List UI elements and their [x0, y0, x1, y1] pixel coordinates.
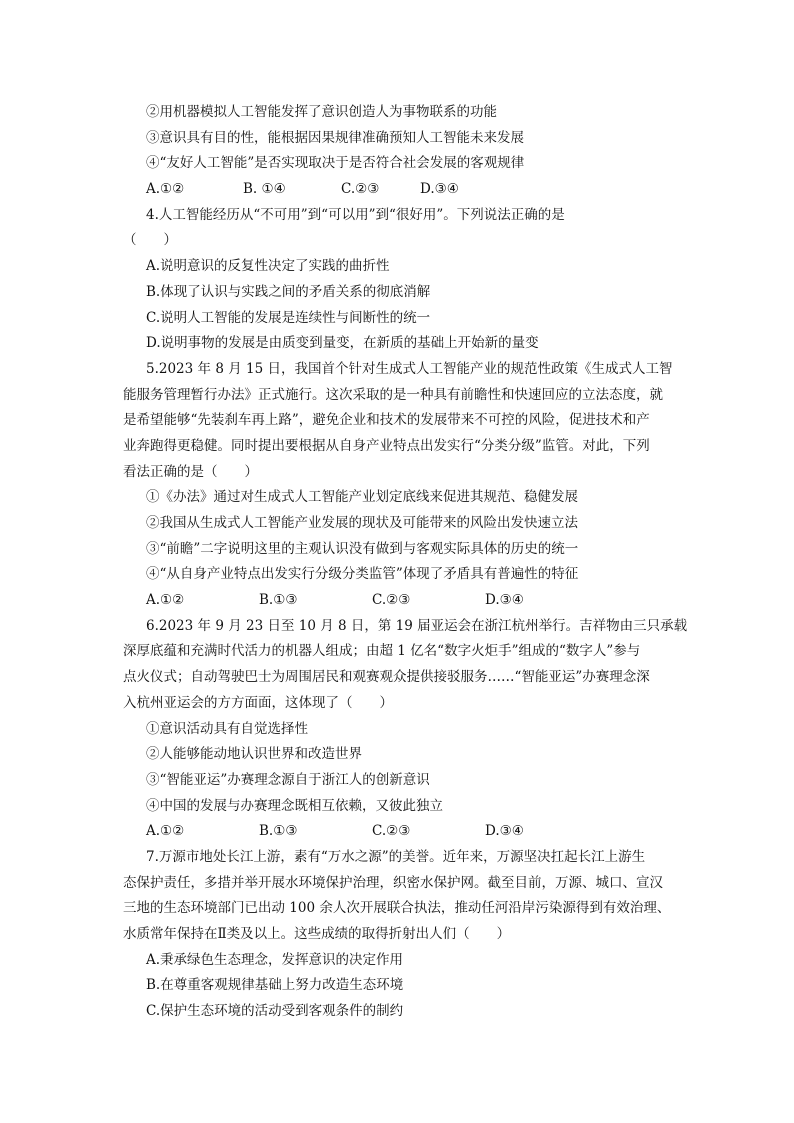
q3-option-c: C.②③	[341, 181, 380, 198]
q7-option-c: C.保护生态环境的活动受到客观条件的制约	[146, 1003, 404, 1020]
q6-item-4: ④中国的发展与办赛理念既相互依赖，又彼此独立	[146, 797, 443, 814]
question-4	[123, 203, 683, 357]
question-3	[123, 100, 683, 203]
question-6	[123, 614, 688, 845]
q4-option-a: A.说明意识的反复性决定了实践的曲折性	[146, 258, 390, 275]
q3-item-3: ③意识具有目的性，能根据因果规律准确预知人工智能未来发展	[146, 129, 524, 146]
q6-options	[123, 819, 683, 845]
page-content	[123, 100, 688, 1025]
q3-option-a: A.①②	[146, 181, 185, 198]
q3-item-2: ②用机器模拟人工智能发挥了意识创造人为事物联系的功能	[146, 104, 497, 120]
q7-option-a: A.秉承绿色生态理念，发挥意识的决定作用	[146, 951, 404, 968]
q5-item-4: ④“从自身产业特点出发实行分级分类监管”体现了矛盾具有普遍性的特征	[146, 566, 579, 583]
q7-stem-line-1: 7.万源市地处长江上游，素有“万水之源”的美誉。近年来，万源坚决扛起长江上游生	[146, 848, 646, 865]
q3-options	[123, 177, 683, 203]
q6-item-2: ②人能够能动地认识世界和改造世界	[146, 746, 362, 763]
q5-stem-line-1: 5.2023 年 8 月 15 日，我国首个针对生成式人工智能产业的规范性政策《生成式人工智	[146, 360, 673, 377]
q6-item-1: ①意识活动具有自觉选择性	[146, 720, 308, 737]
q3-item-4: ④“友好人工智能”是否实现取决于是否符合社会发展的客观规律	[146, 155, 525, 172]
q5-option-a: A.①②	[146, 592, 185, 609]
q4-option-c: C.说明人工智能的发展是连续性与间断性的统一	[146, 309, 431, 326]
q5-item-3: ③“前瞻”二字说明这里的主观认识没有做到与客观实际具体的历史的统一	[146, 540, 579, 557]
q5-stem-line-4: 业奔跑得更稳健。同时提出要根据从自身产业特点出发实行“分类分级”监管。对此，下列	[123, 437, 650, 454]
q4-stem-line-2: （ ）	[123, 232, 177, 249]
q6-option-d: D.③④	[485, 823, 524, 840]
q7-option-b: B.在尊重客观规律基础上努力改造生态环境	[146, 977, 404, 994]
q5-item-1: ①《办法》通过对生成式人工智能产业划定底线来促进其规范、稳健发展	[146, 489, 578, 506]
q6-option-a: A.①②	[146, 823, 185, 840]
q6-option-b: B.①③	[259, 823, 298, 840]
q7-stem-line-3: 三地的生态环境部门已出动 100 余人次开展联合执法，推动任河沿岸污染源得到有效治理、	[123, 900, 671, 917]
q5-option-b: B.①③	[259, 592, 298, 609]
q5-item-2: ②我国从生成式人工智能产业发展的现状及可能带来的风险出发快速立法	[146, 515, 578, 531]
question-5	[123, 357, 683, 614]
q4-option-d: D.说明事物的发展是由质变到量变，在新质的基础上开始新的量变	[146, 335, 539, 352]
q5-stem-line-2: 能服务管理暂行办法》正式施行。这次采取的是一种具有前瞻性和快速回应的立法态度，就	[123, 386, 663, 403]
q3-option-b: B. ①④	[243, 181, 286, 198]
q6-stem-line-3: 点火仪式；自动驾驶巴士为周围居民和观赛观众提供接驳服务……“智能亚运”办赛理念深	[123, 669, 650, 686]
q5-option-c: C.②③	[372, 592, 411, 609]
q7-stem-line-4: 水质常年保持在Ⅱ类及以上。这些成绩的取得折射出人们（ ）	[123, 926, 511, 942]
q3-option-d: D.③④	[420, 181, 459, 198]
q6-stem-line-1: 6.2023 年 9 月 23 日至 10 月 8 日，第 19 届亚运会在浙江杭州举行。吉祥物由三只承载	[146, 617, 688, 634]
question-7	[123, 845, 683, 1025]
q4-option-b: B.体现了认识与实践之间的矛盾关系的彻底消解	[146, 283, 431, 300]
q4-stem-line-1: 4.人工智能经历从“不可用”到“可以用”到“很好用”。下列说法正确的是	[146, 206, 565, 223]
q6-stem-line-2: 深厚底蕴和充满时代活力的机器人组成；由超 1 亿名“数字火炬手”组成的“数字人”参与	[123, 643, 641, 660]
q6-stem-line-4: 入杭州亚运会的方方面面，这体现了（ ）	[123, 694, 393, 711]
q5-stem-line-3: 是希望能够“先装刹车再上路”，避免企业和技术的发展带来不可控的风险，促进技术和产	[123, 412, 650, 429]
q5-stem-line-5: 看法正确的是（ ）	[123, 463, 258, 480]
q6-item-3: ③“智能亚运”办赛理念源自于浙江人的创新意识	[146, 771, 430, 788]
q5-option-d: D.③④	[485, 592, 524, 609]
q6-option-c: C.②③	[372, 823, 411, 840]
q5-options	[123, 588, 683, 614]
q7-stem-line-2: 态保护责任，多措并举开展水环境保护治理，织密水保护网。截至目前，万源、城口、宣汉	[123, 874, 663, 891]
